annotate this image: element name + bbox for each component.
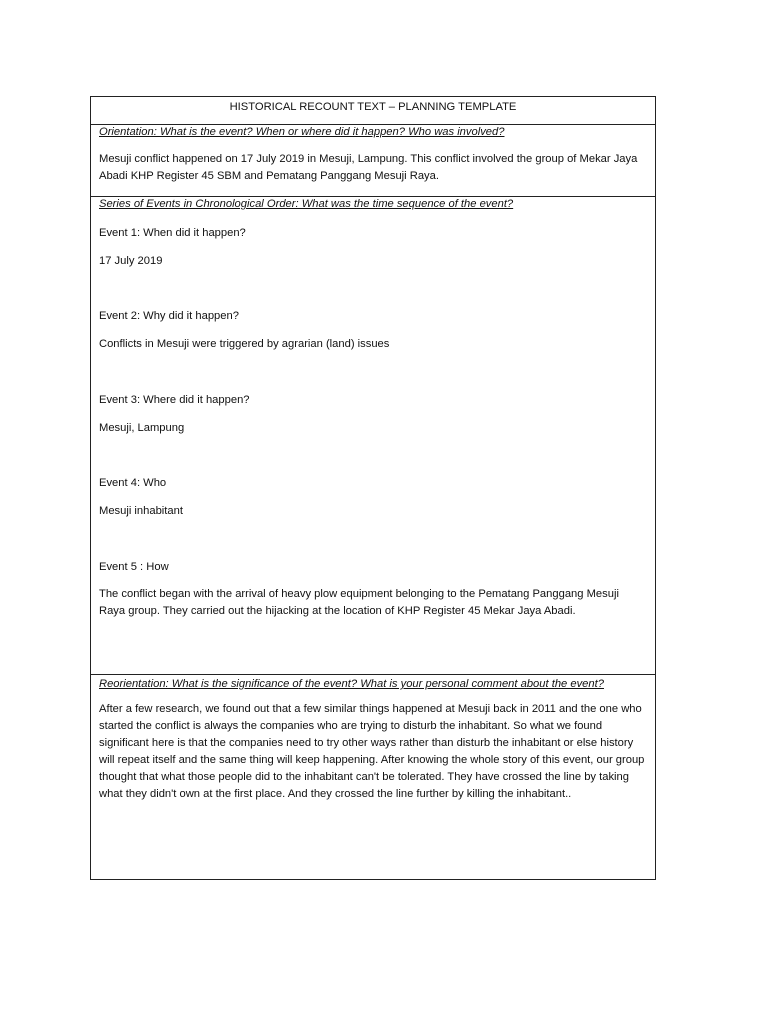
title-row — [91, 97, 655, 124]
orientation-section — [91, 124, 655, 196]
reorientation-section — [91, 674, 655, 879]
orientation-text: Mesuji conflict happened on 17 July 2019 in Mesuji, Lampung. This conflict involved the group of Mekar Jaya Abadi KHP Register 45 SBM and Pematang Panggang Mesuji Raya. — [99, 153, 638, 182]
event-3-label: Event 3: Where did it happen? — [99, 394, 250, 406]
event-2-answer: Conflicts in Mesuji were triggered by agrarian (land) issues — [99, 338, 390, 350]
document-title: HISTORICAL RECOUNT TEXT – PLANNING TEMPLATE — [229, 101, 517, 113]
event-1-label: Event 1: When did it happen? — [99, 227, 246, 239]
event-5-answer: The conflict began with the arrival of heavy plow equipment belonging to the Pematang Panggang Mesuji Raya group. They carried out the hijacking at the location of KHP Register 45 Mekar Jaya Abadi. — [99, 588, 619, 617]
event-1-answer: 17 July 2019 — [99, 255, 163, 267]
event-4-answer: Mesuji inhabitant — [99, 505, 183, 517]
reorientation-text: After a few research, we found out that a few similar things happened at Mesuji back in 2011 and the one who started the conflict is always the companies who are trying to disturb the inhabitant. So what we found significant here is that the companies need to try other ways rather than disturb the inhabitant or else history will repeat itself and the same thing will keep happening. After knowing the whole story of this event, our group thought that what those people did to the inhabitant can't be tolerated. They have crossed the line by taking what they didn't own at the first place. And they crossed the line further by killing the inhabitant.. — [99, 703, 645, 800]
reorientation-prompt: Reorientation: What is the significance of the event? What is your personal comment about the event? — [99, 678, 604, 690]
event-4-label: Event 4: Who — [99, 477, 167, 489]
event-3-answer: Mesuji, Lampung — [99, 422, 185, 434]
event-2-label: Event 2: Why did it happen? — [99, 310, 239, 322]
planning-template-table — [90, 96, 656, 880]
orientation-prompt: Orientation: What is the event? When or where did it happen? Who was involved? — [99, 126, 505, 138]
event-5-label: Event 5 : How — [99, 561, 169, 573]
events-section — [91, 196, 655, 674]
events-prompt: Series of Events in Chronological Order: What was the time sequence of the event? — [99, 198, 514, 210]
